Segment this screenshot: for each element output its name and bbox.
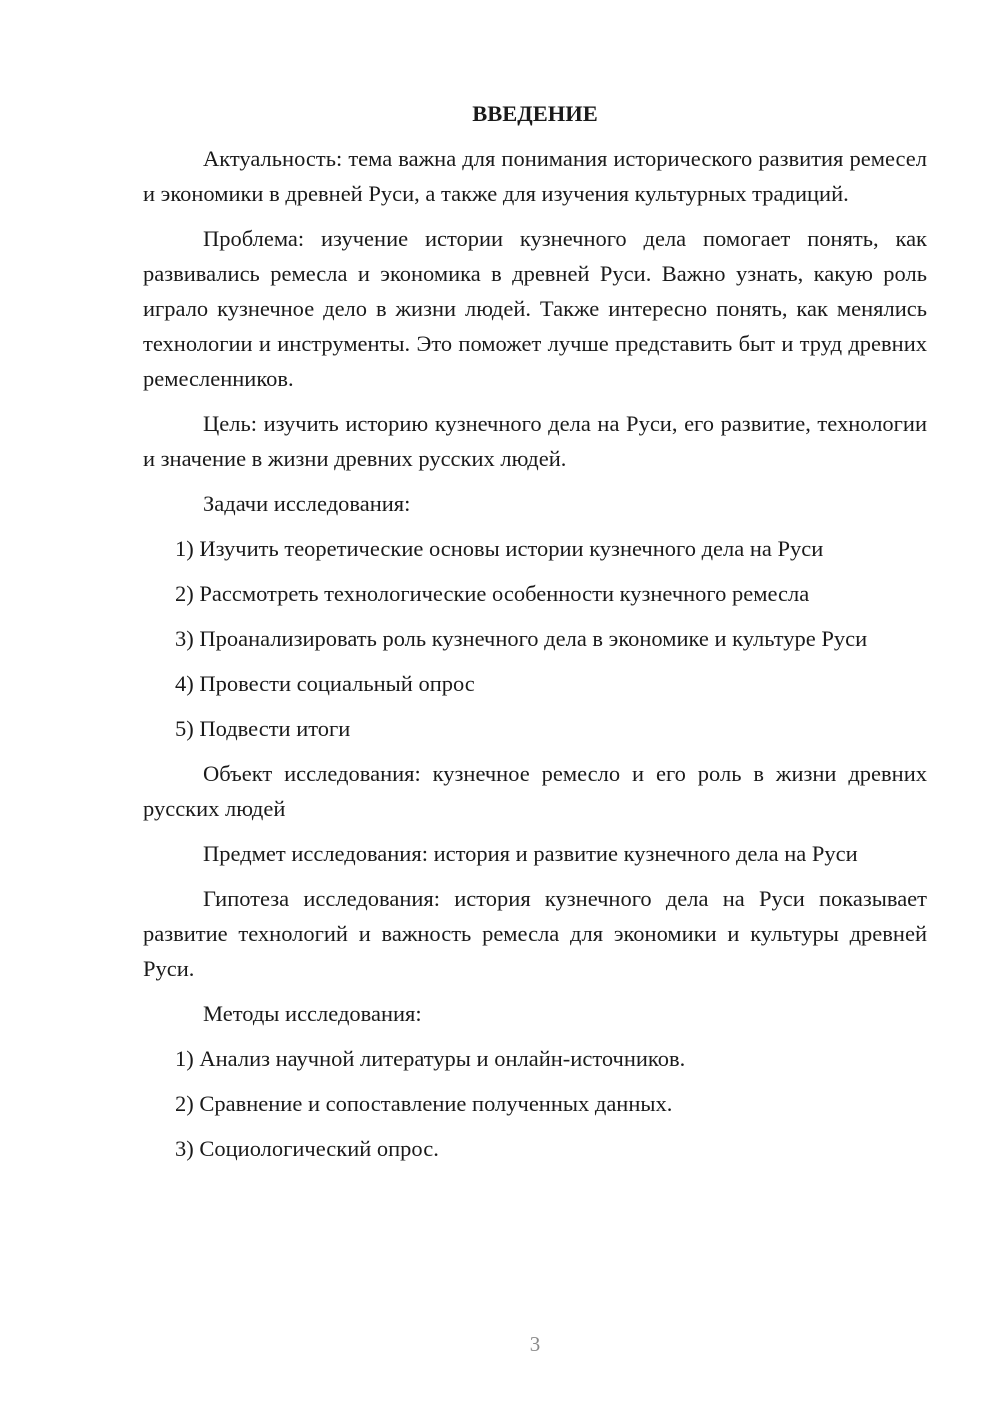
task-item: 4) Провести социальный опрос — [175, 671, 475, 696]
goal-paragraph: Цель: изучить историю кузнечного дела на Руси, его развитие, технологии и значение в жизни древних русских людей. — [143, 411, 927, 471]
task-item: 2) Рассмотреть технологические особенности кузнечного ремесла — [175, 581, 810, 606]
hypothesis-paragraph: Гипотеза исследования: история кузнечного дела на Руси показывает развитие технологий и важность ремесла для экономики и культуры древней Руси. — [143, 886, 927, 981]
page-content — [143, 96, 927, 1176]
page-number: 3 — [529, 1332, 541, 1356]
object-paragraph: Объект исследования: кузнечное ремесло и его роль в жизни древних русских людей — [143, 761, 927, 821]
relevance-paragraph: Актуальность: тема важна для понимания исторического развития ремесел и экономики в древней Руси, а также для изучения культурных традиций. — [143, 146, 927, 206]
method-item: 2) Сравнение и сопоставление полученных данных. — [175, 1091, 673, 1116]
section-title: ВВЕДЕНИЕ — [472, 101, 598, 126]
task-item: 1) Изучить теоретические основы истории кузнечного дела на Руси — [175, 536, 824, 561]
problem-paragraph: Проблема: изучение истории кузнечного дела помогает понять, как развивались ремесла и экономика в древней Руси. Важно узнать, какую роль играло кузнечное дело в жизни людей. Также интересно понять, как менялись технологии и инструменты. Это поможет лучше представить быт и труд древних ремесленников. — [143, 226, 927, 391]
tasks-heading: Задачи исследования: — [203, 491, 411, 516]
methods-heading: Методы исследования: — [203, 1001, 422, 1026]
task-item: 3) Проанализировать роль кузнечного дела в экономике и культуре Руси — [175, 626, 868, 651]
subject-paragraph: Предмет исследования: история и развитие кузнечного дела на Руси — [203, 841, 858, 866]
task-item: 5) Подвести итоги — [175, 716, 351, 741]
method-item: 1) Анализ научной литературы и онлайн-источников. — [175, 1046, 686, 1071]
method-item: 3) Социологический опрос. — [175, 1136, 439, 1161]
